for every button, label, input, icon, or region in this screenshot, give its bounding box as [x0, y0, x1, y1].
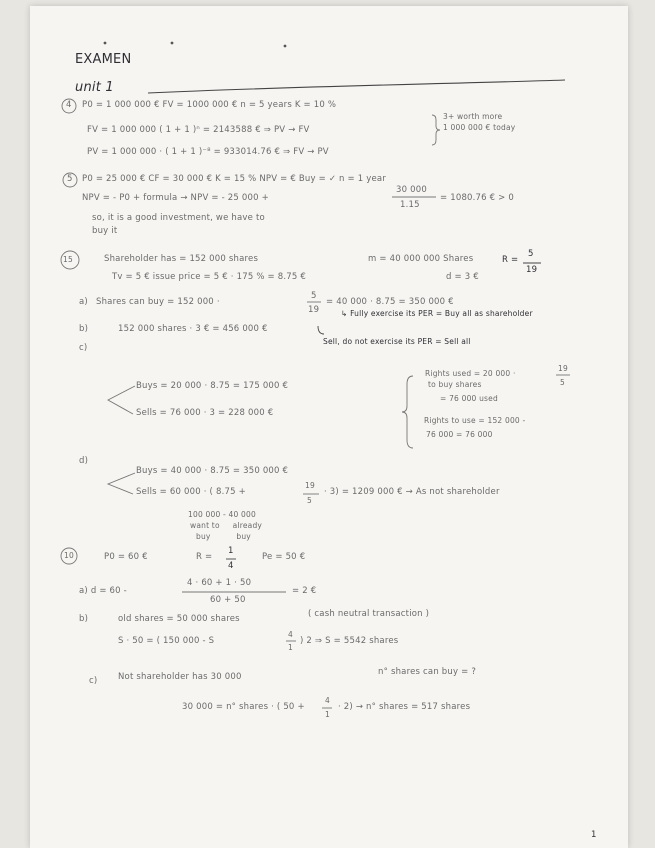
problem-line: d = 3 € — [446, 272, 479, 282]
part-label: b) — [79, 614, 89, 624]
fraction-numerator: 19 — [558, 364, 568, 373]
problem-line: old shares = 50 000 shares — [118, 614, 240, 624]
problem-line: Buys = 40 000 · 8.75 = 350 000 € — [136, 466, 289, 476]
page-number: 1 — [591, 830, 597, 840]
problem-note: Sell, do not exercise its PER = Sell all — [323, 337, 471, 346]
problem-line: = 40 000 · 8.75 = 350 000 € — [326, 297, 454, 307]
fraction-denominator: 5 — [560, 378, 565, 387]
fraction-numerator: 4 · 60 + 1 · 50 — [187, 578, 252, 588]
fraction-numerator: 5 — [311, 291, 317, 301]
problem-result: · 2) → n° shares = 517 shares — [338, 702, 471, 712]
problem-line: buy it — [92, 226, 118, 236]
problem-line: P0 = 60 € — [104, 552, 148, 562]
fraction-denominator: 1 — [288, 643, 293, 652]
problem-note: 100 000 - 40 000 — [188, 510, 256, 519]
problem-note: 3+ worth more 1 000 000 € today — [443, 112, 516, 132]
problem-line: PV = 1 000 000 · ( 1 + 1 )⁻⁸ = 933014.76 € ⇒ FV → PV — [87, 147, 329, 157]
problem-note: ↳ Fully exercise its PER = Buy all as shareholder — [341, 309, 533, 318]
fraction-numerator: 4 — [325, 696, 330, 705]
problem-line: a) d = 60 - — [79, 586, 127, 596]
page-title: EXAMEN — [75, 52, 132, 67]
problem-line: · 3) = 1209 000 € → As not shareholder — [324, 487, 500, 497]
fraction-denominator: 5 — [307, 496, 312, 505]
fraction-denominator: 1.15 — [400, 200, 420, 210]
part-label: a) — [79, 297, 88, 307]
problem-note: Rights used = 20 000 · — [425, 369, 516, 378]
fraction-denominator: 60 + 50 — [210, 595, 246, 605]
part-label: c) — [89, 676, 98, 686]
fraction-denominator: 19 — [526, 265, 538, 275]
problem-result: = 1080.76 € > 0 — [440, 193, 515, 203]
problem-number: 4 — [66, 100, 72, 110]
part-label: d) — [79, 456, 89, 466]
fraction-numerator: 4 — [288, 630, 293, 639]
fraction-numerator: 19 — [305, 481, 315, 490]
fraction-numerator: 30 000 — [396, 185, 427, 195]
problem-note: want to already — [190, 521, 263, 530]
problem-line: Tv = 5 € issue price = 5 € · 175 % = 8.75 € — [112, 272, 306, 282]
problem-line: so, it is a good investment, we have to — [92, 213, 265, 223]
problem-line: P0 = 1 000 000 € FV = 1000 000 € n = 5 years K = 10 % — [82, 100, 337, 110]
problem-line: Shares can buy = 152 000 · — [96, 297, 220, 307]
problem-note: buy buy — [196, 532, 251, 541]
problem-line: NPV = - P0 + formula → NPV = - 25 000 + — [82, 193, 269, 203]
problem-note: ( cash neutral transaction ) — [308, 609, 430, 619]
problem-line: Sells = 76 000 · 3 = 228 000 € — [136, 408, 274, 418]
problem-note: to buy shares — [428, 380, 482, 389]
fraction-denominator: 19 — [308, 305, 320, 315]
problem-line: S · 50 = ( 150 000 - S — [118, 636, 215, 646]
problem-line: P0 = 25 000 € CF = 30 000 € K = 15 % NPV = € Buy = ✓ n = 1 year — [82, 174, 387, 184]
problem-number: 10 — [64, 551, 74, 560]
problem-result: ) 2 ⇒ S = 5542 shares — [300, 636, 399, 646]
problem-result: = 2 € — [292, 586, 317, 596]
unit-heading: unit 1 — [75, 80, 114, 95]
fraction-numerator: 1 — [228, 546, 234, 556]
problem-note: Rights to use = 152 000 - — [424, 416, 526, 425]
problem-line: 30 000 = n° shares · ( 50 + — [182, 702, 305, 712]
problem-number: 5 — [67, 174, 73, 184]
fraction-denominator: 4 — [228, 561, 234, 571]
problem-line: Sells = 60 000 · ( 8.75 + — [136, 487, 246, 497]
problem-line: Not shareholder has 30 000 — [118, 672, 242, 682]
part-label: b) — [79, 324, 89, 334]
problem-line: Pe = 50 € — [262, 552, 306, 562]
fraction-numerator: 5 — [528, 249, 534, 259]
problem-line: FV = 1 000 000 ( 1 + 1 )ⁿ = 2143588 € ⇒ PV → FV — [87, 125, 310, 135]
problem-number: 15 — [63, 255, 73, 264]
problem-line: 152 000 shares · 3 € = 456 000 € — [118, 324, 268, 334]
part-label: c) — [79, 343, 88, 353]
problem-note: = 76 000 used — [440, 394, 498, 403]
problem-note: 76 000 = 76 000 — [426, 430, 493, 439]
problem-line: n° shares can buy = ? — [378, 667, 477, 677]
fraction-denominator: 1 — [325, 710, 330, 719]
ratio-label: R = — [502, 255, 519, 265]
problem-line: Shareholder has = 152 000 shares — [104, 254, 259, 264]
problem-line: Buys = 20 000 · 8.75 = 175 000 € — [136, 381, 289, 391]
problem-line: R = — [196, 552, 213, 562]
problem-line: m = 40 000 000 Shares — [368, 254, 474, 264]
